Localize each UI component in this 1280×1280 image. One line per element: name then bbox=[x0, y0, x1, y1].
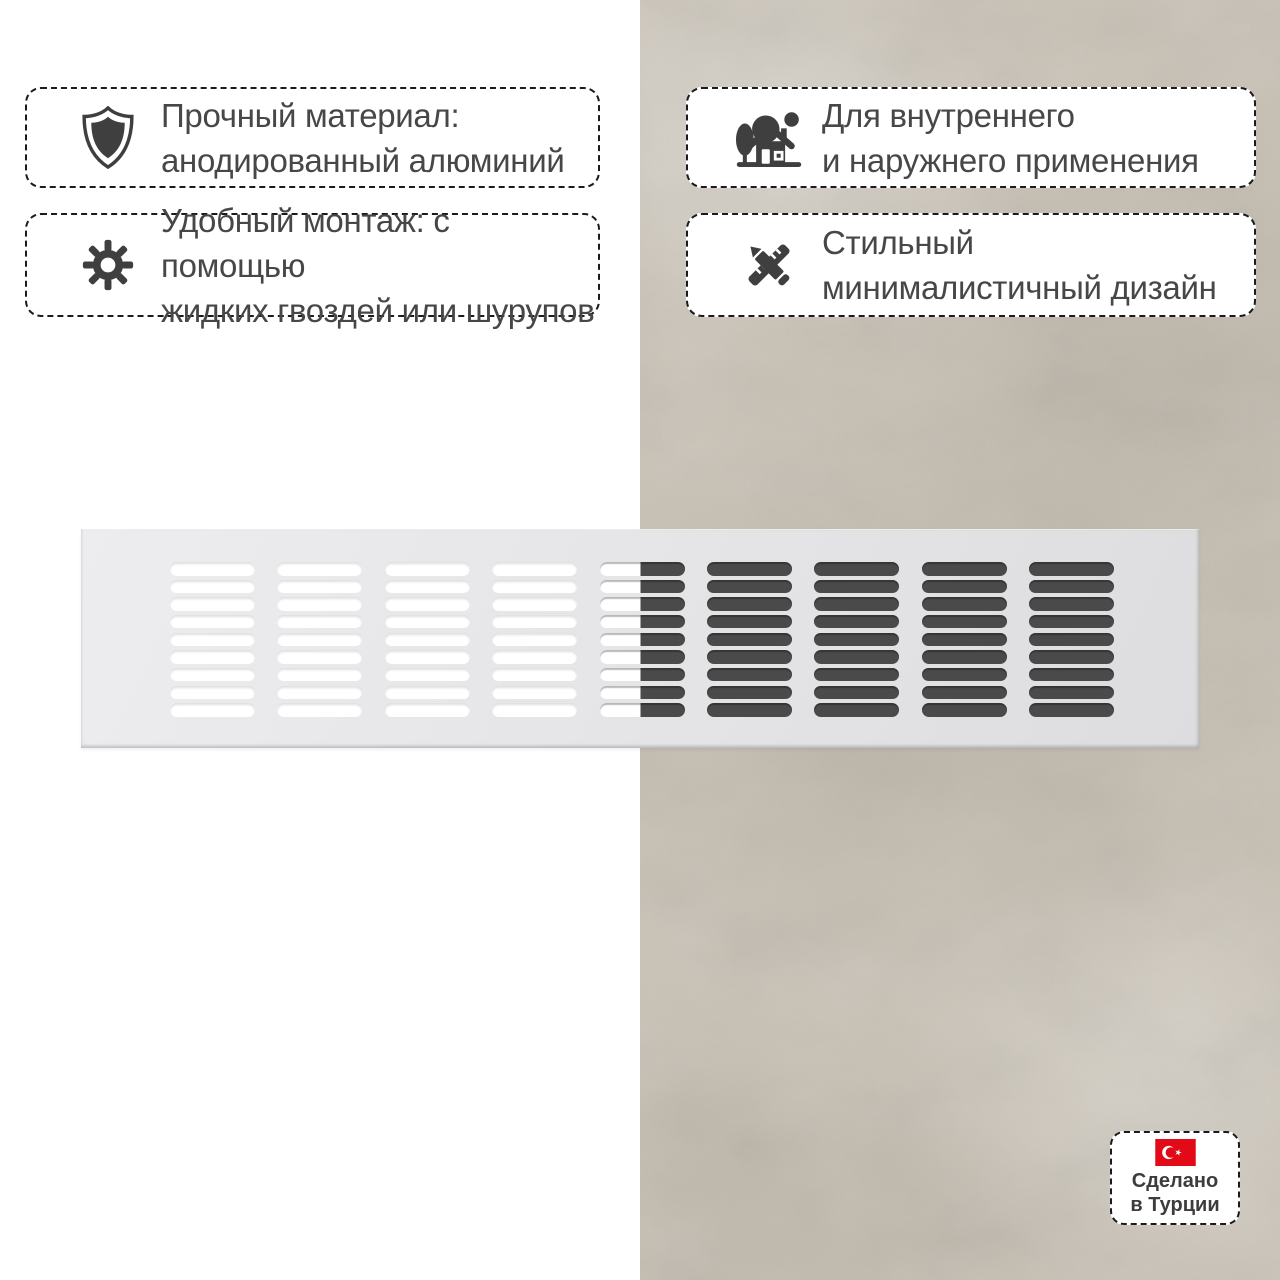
grille-slot bbox=[600, 615, 685, 629]
grille-slot bbox=[277, 615, 362, 629]
grille-slot bbox=[922, 703, 1007, 717]
grille-slot bbox=[707, 580, 792, 594]
grille-slot bbox=[170, 562, 255, 576]
grille-slot bbox=[922, 580, 1007, 594]
grille-slot bbox=[600, 633, 685, 647]
grille-slot bbox=[707, 562, 792, 576]
grille-slot bbox=[170, 686, 255, 700]
feature-box-design bbox=[686, 213, 1256, 317]
grille-slot bbox=[277, 597, 362, 611]
grille-slot bbox=[1029, 668, 1114, 682]
grille-slot bbox=[707, 597, 792, 611]
grille-slot bbox=[1029, 580, 1114, 594]
grille-slot bbox=[170, 597, 255, 611]
house-icon bbox=[730, 109, 808, 167]
grille-slot bbox=[707, 650, 792, 664]
feature-text-design bbox=[822, 220, 1217, 310]
grille-slot bbox=[707, 686, 792, 700]
feature-line: минималистичный дизайн bbox=[822, 269, 1217, 306]
grille-slot bbox=[600, 580, 685, 594]
grille-slot bbox=[600, 686, 685, 700]
made-in-line1: Сделано bbox=[1131, 1170, 1219, 1192]
grille-slot bbox=[170, 650, 255, 664]
feature-line: жидких гвоздей или шурупов bbox=[161, 291, 595, 329]
grille-slot bbox=[1029, 686, 1114, 700]
grille-slot bbox=[277, 686, 362, 700]
grille-slot bbox=[492, 686, 577, 700]
pencil-ruler-icon bbox=[730, 237, 808, 293]
feature-line: Для внутреннего bbox=[822, 96, 1075, 134]
feature-text-usage bbox=[822, 93, 1199, 183]
grille-slot bbox=[600, 703, 685, 717]
grille-slot bbox=[492, 668, 577, 682]
grille-slot bbox=[385, 562, 470, 576]
grille-slot bbox=[385, 633, 470, 647]
grille-slot bbox=[814, 597, 899, 611]
grille-slot bbox=[922, 686, 1007, 700]
grille-slot bbox=[707, 633, 792, 647]
feature-box-usage bbox=[686, 87, 1256, 188]
grille-slot bbox=[814, 686, 899, 700]
grille-slot bbox=[814, 615, 899, 629]
grille-slot bbox=[277, 633, 362, 647]
grille-slot bbox=[922, 615, 1007, 629]
grille-slot bbox=[814, 650, 899, 664]
grille-slot bbox=[707, 703, 792, 717]
grille-slot bbox=[707, 668, 792, 682]
grille-slot bbox=[277, 580, 362, 594]
grille-slot bbox=[492, 615, 577, 629]
grille-slot bbox=[277, 650, 362, 664]
grille-slot bbox=[492, 597, 577, 611]
grille-slot bbox=[922, 650, 1007, 664]
feature-line: Прочный материал: bbox=[161, 96, 460, 134]
grille-slot bbox=[922, 633, 1007, 647]
grille-slot bbox=[277, 703, 362, 717]
grille-slot bbox=[707, 615, 792, 629]
grille-slot bbox=[600, 650, 685, 664]
grille-slot bbox=[922, 668, 1007, 682]
grille-slot bbox=[814, 562, 899, 576]
grille-slot bbox=[385, 686, 470, 700]
gear-icon bbox=[69, 238, 147, 292]
grille-slot bbox=[170, 668, 255, 682]
grille-slot bbox=[814, 580, 899, 594]
grille-slot bbox=[277, 668, 362, 682]
turkey-flag-icon bbox=[1155, 1139, 1196, 1166]
grille-slot bbox=[385, 703, 470, 717]
grille-slot bbox=[492, 580, 577, 594]
grille-slot bbox=[600, 668, 685, 682]
grille-slot bbox=[170, 615, 255, 629]
grille-slot bbox=[170, 580, 255, 594]
shield-icon bbox=[69, 106, 147, 169]
grille-slot bbox=[1029, 633, 1114, 647]
grille-slot bbox=[814, 633, 899, 647]
made-in-line2: в Турции bbox=[1130, 1194, 1220, 1216]
grille-slot bbox=[385, 597, 470, 611]
grille-slot bbox=[600, 597, 685, 611]
grille-slot bbox=[1029, 650, 1114, 664]
grille-slot bbox=[277, 562, 362, 576]
grille-slot bbox=[170, 703, 255, 717]
grille-slot bbox=[170, 633, 255, 647]
grille-slot bbox=[922, 562, 1007, 576]
made-in-badge bbox=[1110, 1131, 1240, 1225]
grille-slot bbox=[492, 633, 577, 647]
grille-slot bbox=[385, 615, 470, 629]
grille-slot bbox=[1029, 597, 1114, 611]
grille-slot bbox=[492, 650, 577, 664]
grille-slot bbox=[600, 562, 685, 576]
grille-slot bbox=[492, 703, 577, 717]
feature-box-material bbox=[25, 87, 600, 188]
grille-slot bbox=[1029, 615, 1114, 629]
grille-slot bbox=[814, 703, 899, 717]
feature-line: Стильный bbox=[822, 224, 974, 261]
grille-slot bbox=[814, 668, 899, 682]
feature-line: и наружнего применения bbox=[822, 141, 1199, 179]
grille-slot bbox=[922, 597, 1007, 611]
grille-slot bbox=[492, 562, 577, 576]
feature-line: Удобный монтаж: с помощью bbox=[161, 201, 450, 284]
grille-slot bbox=[385, 580, 470, 594]
feature-line: анодированный алюминий bbox=[161, 141, 565, 179]
grille-slot bbox=[385, 650, 470, 664]
grille-image bbox=[81, 529, 1199, 748]
feature-text-mounting bbox=[161, 198, 598, 333]
grille-slot bbox=[1029, 703, 1114, 717]
feature-box-mounting bbox=[25, 201, 600, 329]
grille-slot bbox=[1029, 562, 1114, 576]
feature-text-material bbox=[161, 93, 564, 183]
grille-slot bbox=[385, 668, 470, 682]
